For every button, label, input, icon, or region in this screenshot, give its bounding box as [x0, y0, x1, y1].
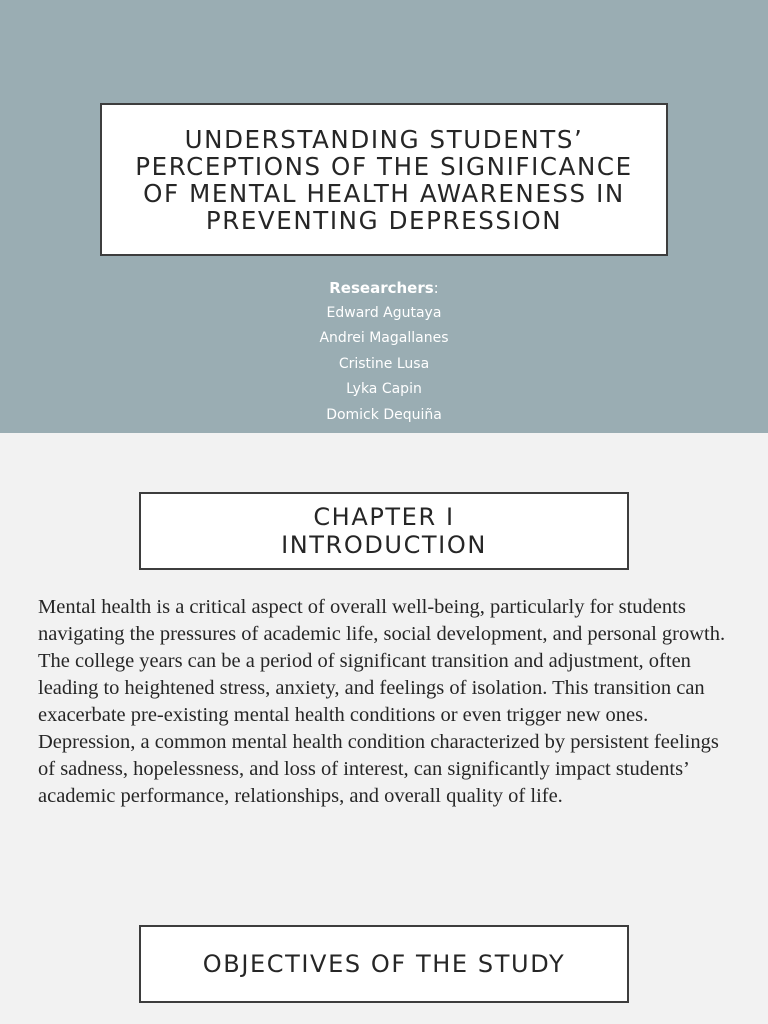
researchers-heading	[0, 276, 768, 301]
title-box	[100, 103, 668, 256]
researchers-list	[0, 276, 768, 428]
chapter-title: INTRODUCTION	[281, 531, 487, 559]
researcher-name: Cristine Lusa	[338, 355, 430, 372]
objectives-heading-box	[139, 925, 629, 1003]
researchers-colon: :	[433, 279, 439, 297]
title-banner	[0, 0, 768, 433]
researcher-name: Andrei Magallanes	[319, 330, 449, 347]
researcher-name: Edward Agutaya	[326, 305, 442, 321]
chapter-number: CHAPTER I	[313, 503, 455, 531]
chapter-heading	[281, 503, 487, 559]
document-title: UNDERSTANDING STUDENTS’ PERCEPTIONS OF THE SIGNIFICANCE OF MENTAL HEALTH AWARENESS IN PREVENTING DEPRESSION	[135, 124, 633, 235]
researcher-name: Lyka Capin	[346, 381, 422, 398]
introduction-paragraph: Mental health is a critical aspect of overall well-being, particularly for students navigating the pressures of academic life, social development, and personal growth. The college years can be a period of significant transition and adjustment, often leading to heightened stress, anxiety, and feelings of isolation. This transition can exacerbate pre-existing mental health conditions or even trigger new ones. Depression, a common mental health condition characterized by persistent feelings of sadness, hopelessness, and loss of interest, can significantly impact students’ academic performance, relationships, and overall quality of life.	[38, 596, 726, 807]
researcher-name: Domick Dequiña	[326, 406, 442, 423]
objectives-heading: OBJECTIVES OF THE STUDY	[202, 950, 566, 978]
chapter-heading-box	[139, 492, 629, 570]
researchers-label: Researchers	[329, 279, 434, 297]
